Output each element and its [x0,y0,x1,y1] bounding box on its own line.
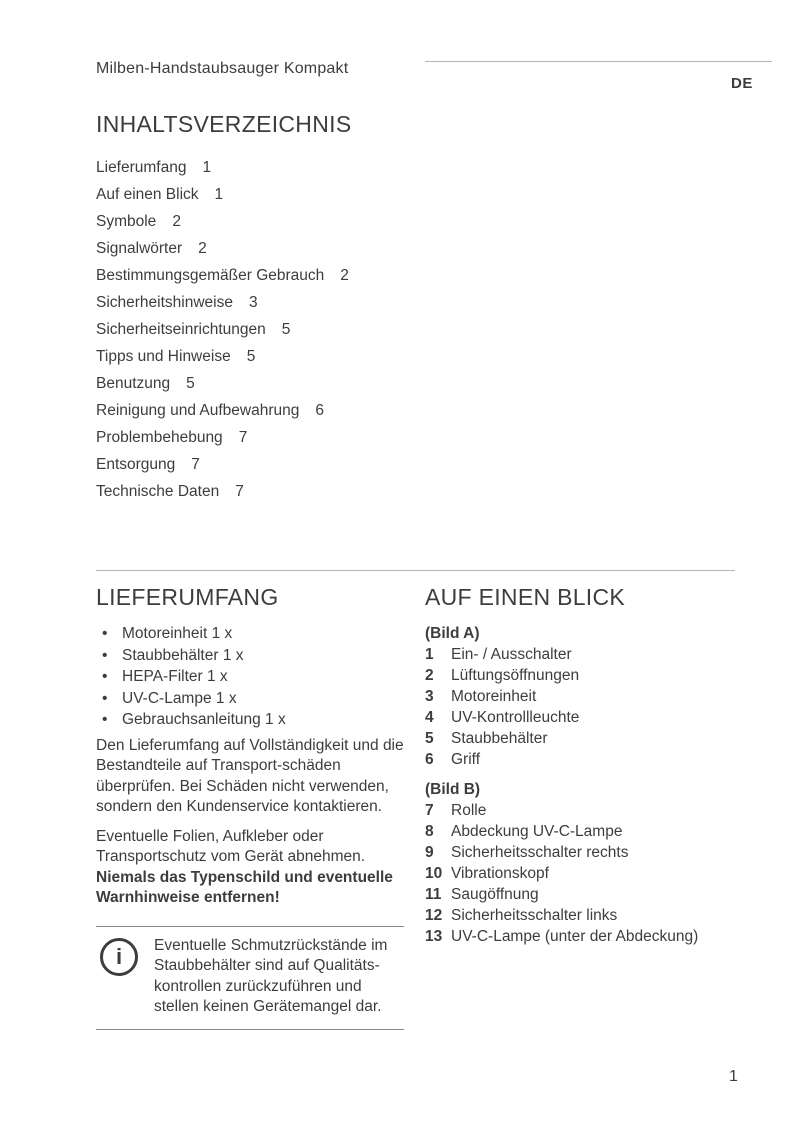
toc-entry-page: 2 [172,213,181,230]
toc-entry-page: 3 [249,294,258,311]
toc-entry-page: 5 [281,321,291,338]
glance-item-label: Motoreinheit [451,688,537,705]
toc-entry-label: Technische Daten [96,483,220,500]
glance-list [425,800,757,947]
bullet-item [96,623,404,645]
section-divider [96,570,735,571]
glance-item [425,644,757,665]
toc-entry-page: 7 [238,429,248,446]
toc-entry-label: Tipps und Hinweise [96,348,231,365]
toc-entry [96,478,516,505]
toc-entry [96,370,516,397]
bullet-icon: • [102,689,108,707]
toc-entry-page: 2 [340,267,349,284]
glance-item-label: Abdeckung UV-C-Lampe [451,823,623,840]
lieferumfang-section [96,584,404,1030]
glance-item [425,707,757,728]
glance-item-label: UV-Kontrollleuchte [451,709,580,726]
header-rule [425,61,772,62]
bullet-icon: • [102,646,108,664]
glance-item [425,884,757,905]
glance-item-label: Ein- / Ausschalter [451,646,572,663]
toc-entry [96,181,516,208]
bullet-item-text: HEPA-Filter 1 x [122,668,228,685]
toc-entry-label: Lieferumfang [96,159,187,176]
glance-item-label: Rolle [451,802,487,819]
toc-title: INHALTSVERZEICHNIS [96,111,352,137]
toc-entry-label: Auf einen Blick [96,186,199,203]
lieferumfang-title: LIEFERUMFANG [96,584,279,610]
glance-item-number: 6 [425,751,434,768]
bullet-icon: • [102,711,108,728]
toc-entry-label: Bestimmungsgemäßer Gebrauch [96,267,325,284]
info-box-text: Eventuelle Schmutzrückstände im Staubbehälter sind auf Qualitäts-kontrollen zurückzuführen und stellen keinen Gerätemangel dar. [154,936,388,1015]
auf-einen-blick-title: AUF EINEN BLICK [425,584,626,610]
toc-entry-page: 5 [246,348,256,365]
toc-entry [96,451,516,478]
glance-item [425,905,757,926]
glance-item-label: Sicherheitsschalter links [451,907,618,924]
glance-item-number: 3 [425,688,434,705]
toc-entry-page: 1 [202,159,212,176]
glance-item-number: 8 [425,823,434,840]
glance-section [425,779,757,947]
glance-item-number: 5 [425,730,434,747]
glance-item [425,842,757,863]
bullet-item-text: Gebrauchsanleitung 1 x [122,711,286,728]
language-code: DE [731,75,754,92]
info-box [96,926,404,1030]
glance-item-number: 1 [425,646,434,663]
glance-item [425,926,757,947]
glance-item-label: Vibrationskopf [451,865,549,882]
bullet-item-text: Staubbehälter 1 x [122,646,244,664]
figure-label: (Bild B) [425,781,481,798]
toc-entry [96,424,516,451]
toc-entry-page: 1 [214,186,224,203]
toc-entry-label: Reinigung und Aufbewahrung [96,402,300,419]
glance-item-number: 13 [425,928,443,945]
toc-entry [96,289,516,316]
lieferumfang-bullet-list [96,623,404,731]
bullet-icon: • [102,668,108,685]
bullet-item [96,688,404,710]
toc-entry [96,397,516,424]
toc-entry-page: 6 [315,402,325,419]
glance-item [425,821,757,842]
glance-item [425,749,757,770]
toc-list [96,154,516,505]
glance-item-label: Sicherheitsschalter rechts [451,844,629,861]
glance-item-label: Griff [451,751,480,768]
glance-item-label: Staubbehälter [451,730,548,747]
glance-list [425,644,757,770]
toc-entry-label: Sicherheitseinrichtungen [96,321,266,338]
toc-entry-page: 2 [198,240,207,257]
glance-item-label: Saugöffnung [451,886,539,903]
lieferumfang-paragraph: Den Lieferumfang auf Vollständigkeit und die Bestandteile auf Transport-schäden überprüfen. Bei Schäden nicht verwenden, sondern den Kundenservice kontaktieren. [96,736,404,815]
toc-entry-label: Problembehebung [96,429,223,446]
table-of-contents [96,111,516,505]
toc-entry-label: Symbole [96,213,157,230]
glance-item-number: 10 [425,865,443,882]
toc-entry [96,343,516,370]
glance-item [425,665,757,686]
glance-item-number: 7 [425,802,434,819]
glance-sections [425,623,757,947]
toc-entry-page: 5 [186,375,195,392]
toc-entry [96,235,516,262]
bullet-item-text: UV-C-Lampe 1 x [122,689,237,707]
glance-item [425,800,757,821]
bullet-item [96,666,404,688]
glance-item [425,728,757,749]
toc-entry [96,316,516,343]
auf-einen-blick-section [425,584,757,956]
figure-label: (Bild A) [425,625,480,642]
glance-item-number: 11 [425,886,442,903]
toc-entry-label: Signalwörter [96,240,183,257]
glance-item-number: 4 [425,709,434,726]
toc-entry-page: 7 [235,483,244,500]
warning-text: Niemals das Typenschild und eventuelle Warnhinweise entfernen! [96,868,393,906]
glance-item-label: Lüftungsöffnungen [451,667,580,684]
bullet-item-text: Motoreinheit 1 x [122,625,233,642]
glance-item-number: 2 [425,667,434,684]
page-number: 1 [729,1068,738,1085]
glance-item-label: UV-C-Lampe (unter der Abdeckung) [451,928,699,945]
glance-item [425,863,757,884]
info-icon: i [100,938,138,976]
glance-item-number: 9 [425,844,434,861]
glance-item [425,686,757,707]
toc-entry [96,262,516,289]
toc-entry [96,154,516,181]
toc-entry-label: Sicherheitshinweise [96,294,233,311]
toc-entry-label: Entsorgung [96,456,176,473]
bullet-item [96,709,404,731]
bullet-item [96,645,404,667]
glance-item-number: 12 [425,907,443,924]
paragraph-text: Eventuelle Folien, Aufkleber oder Transportschutz vom Gerät abnehmen. [96,827,366,865]
toc-entry-page: 7 [191,456,200,473]
glance-section [425,623,757,770]
product-title: Milben-Handstaubsauger Kompakt [96,60,349,77]
bullet-icon: • [102,625,108,642]
toc-entry [96,208,516,235]
lieferumfang-paragraph [96,827,404,909]
toc-entry-label: Benutzung [96,375,171,392]
